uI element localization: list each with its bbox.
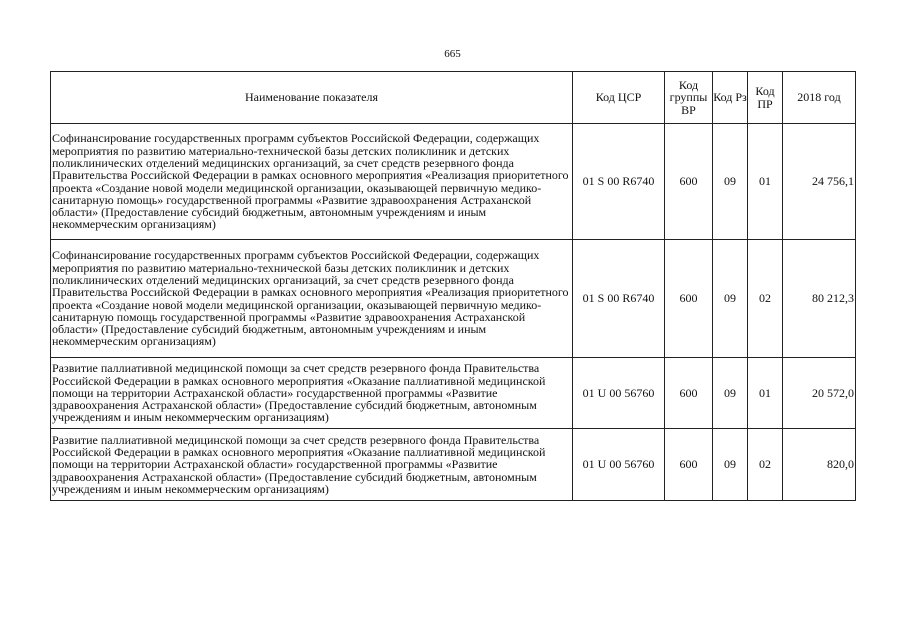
header-year: 2018 год — [783, 72, 856, 124]
row-group: 600 — [665, 358, 713, 429]
table-row — [51, 358, 856, 429]
row-name: Софинансирование государственных программ субъектов Российской Федерации, содержащих мероприятия по развитию материально-технической базы детских поликлиник и детских поликлинических отделений медицинских организаций, за счет средств резервного фонда Правительства Российской Федерации в рамках основного мероприятия «Реализация приоритетного проекта «Создание новой модели медицинской организации, оказывающей первичную медико-санитарную помощь государственной программы «Развитие здравоохранения Астраханской области» (Предоставление субсидий бюджетным, автономным учреждениям и иным некоммерческим организациям) — [51, 240, 573, 358]
row-name: Софинансирование государственных программ субъектов Российской Федерации, содержащих мероприятия по развитию материально-технической базы детских поликлиник и детских поликлинических отделений медицинских организаций, за счет средств резервного фонда Правительства Российской Федерации в рамках основного мероприятия «Реализация приоритетного проекта «Создание новой модели медицинской организации, оказывающей первичную медико-санитарную помощь» государственной программы «Развитие здравоохранения Астраханской области» (Предоставление субсидий бюджетным, автономным учреждениям и иным некоммерческим организациям) — [51, 124, 573, 240]
table-row — [51, 240, 856, 358]
row-amount: 820,0 — [783, 429, 856, 501]
row-pr: 01 — [748, 358, 783, 429]
page-number: 665 — [444, 48, 461, 60]
row-code: 01 U 00 56760 — [573, 358, 665, 429]
table-row — [51, 429, 856, 501]
header-rz: Код Рз — [713, 72, 748, 124]
row-name: Развитие паллиативной медицинской помощи за счет средств резервного фонда Правительства Российской Федерации в рамках основного мероприятия «Оказание паллиативной медицинской помощи на территории Астраханской области» государственной программы «Развитие здравоохранения Астраханской области» (Предоставление субсидий бюджетным, автономным учреждениям и иным некоммерческим организациям) — [51, 358, 573, 429]
row-pr: 02 — [748, 240, 783, 358]
row-code: 01 U 00 56760 — [573, 429, 665, 501]
row-pr: 02 — [748, 429, 783, 501]
header-name: Наименование показателя — [51, 72, 573, 124]
row-amount: 80 212,3 — [783, 240, 856, 358]
row-group: 600 — [665, 240, 713, 358]
row-amount: 20 572,0 — [783, 358, 856, 429]
row-rz: 09 — [713, 240, 748, 358]
row-code: 01 S 00 R6740 — [573, 124, 665, 240]
row-amount: 24 756,1 — [783, 124, 856, 240]
row-rz: 09 — [713, 429, 748, 501]
row-rz: 09 — [713, 124, 748, 240]
table-header-row — [51, 72, 856, 124]
row-name: Развитие паллиативной медицинской помощи за счет средств резервного фонда Правительства Российской Федерации в рамках основного мероприятия «Оказание паллиативной медицинской помощи на территории Астраханской области» государственной программы «Развитие здравоохранения Астраханской области» (Предоставление субсидий бюджетным, автономным учреждениям и иным некоммерческим организациям) — [51, 429, 573, 501]
header-code: Код ЦСР — [573, 72, 665, 124]
row-rz: 09 — [713, 358, 748, 429]
header-pr: Код ПР — [748, 72, 783, 124]
row-group: 600 — [665, 429, 713, 501]
header-group: Код группы ВР — [665, 72, 713, 124]
row-group: 600 — [665, 124, 713, 240]
row-pr: 01 — [748, 124, 783, 240]
budget-table — [50, 71, 856, 501]
row-code: 01 S 00 R6740 — [573, 240, 665, 358]
table-row — [51, 124, 856, 240]
